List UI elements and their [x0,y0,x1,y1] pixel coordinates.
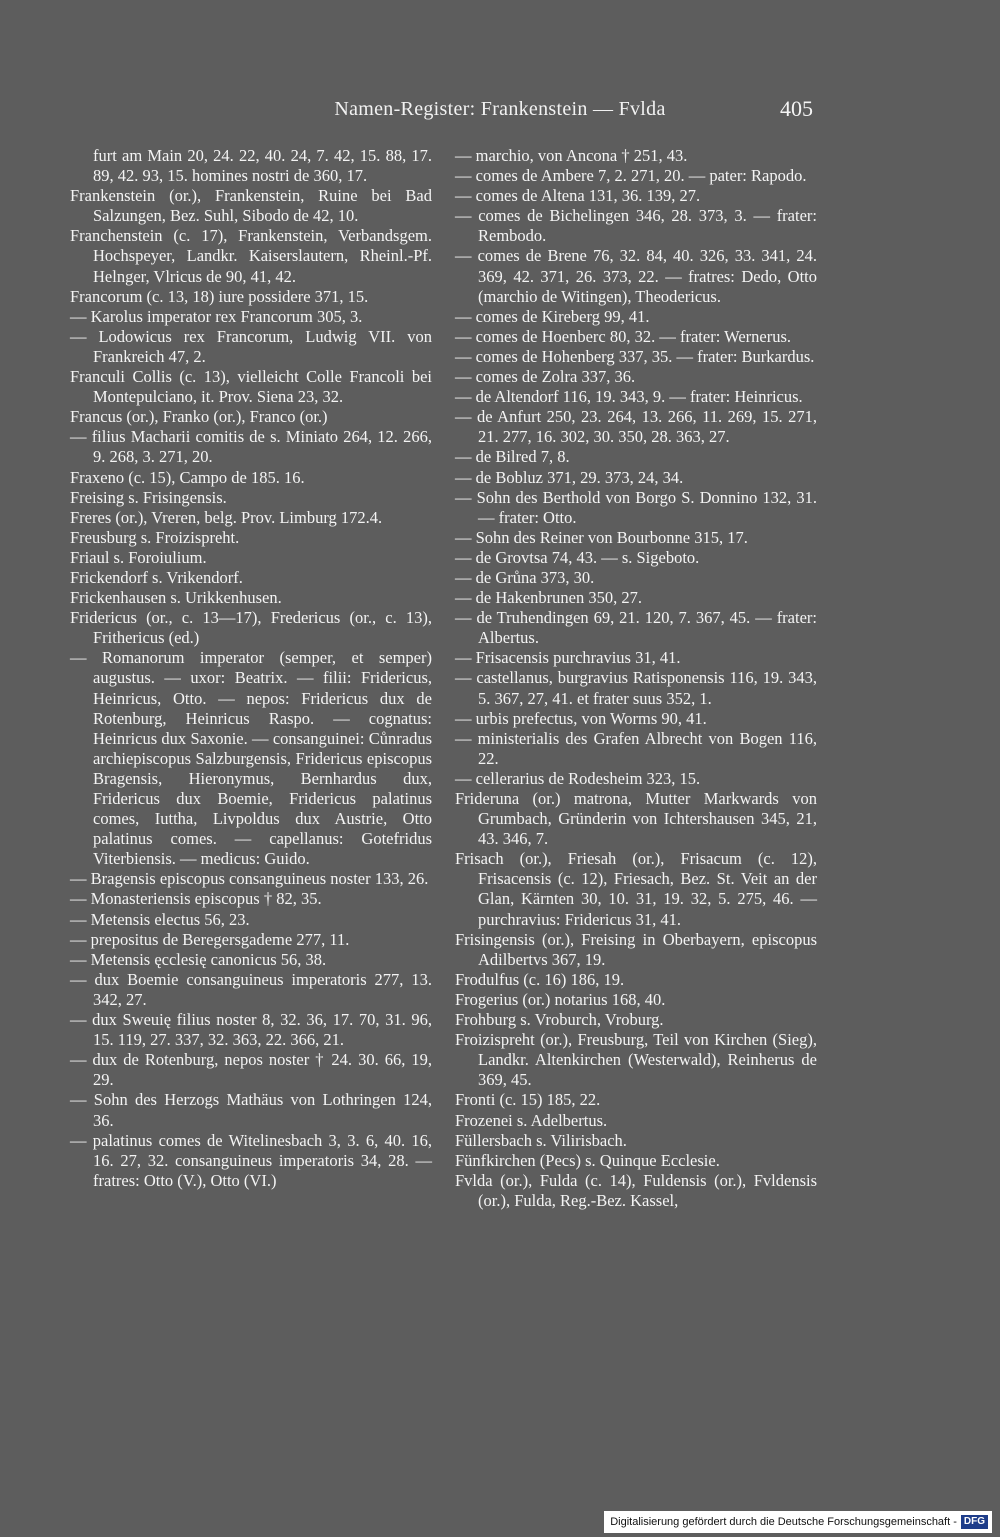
index-entry: Francorum (c. 13, 18) iure possidere 371, 15. [70,286,369,306]
index-entry: — de Altendorf 116, 19. 343, 9. — frater: Heinricus. [455,387,803,407]
index-entry: — Karolus imperator rex Francorum 305, 3. [70,306,363,326]
index-entry: — Metensis electus 56, 23. [70,909,250,929]
index-entry: — prepositus de Beregersgademe 277, 11. [70,929,350,949]
index-entry: Freusburg s. Froizispreht. [70,527,240,547]
index-entry: Fronti (c. 15) 185, 22. [455,1090,601,1110]
index-entry: Frodulfus (c. 16) 186, 19. [455,969,625,989]
index-entry: Freres (or.), Vreren, belg. Prov. Limburg 172.4. [70,507,383,527]
index-entry: Frideruna (or.) matrona, Mutter Markwards von Grumbach, Gründerin von Ichtershausen 345, 21, 43. 346, 7. [455,789,817,849]
funding-footer[interactable] [604,1511,992,1533]
index-entry: — dux Sweuię filius noster 8, 32. 36, 17. 70, 31. 96, 15. 119, 27. 337, 32. 363, 22. 366, 21. [70,1010,432,1050]
index-entry: Frozenei s. Adelbertus. [455,1110,608,1130]
index-entry: — Monasteriensis episcopus † 82, 35. [70,889,322,909]
index-entry: furt am Main 20, 24. 22, 40. 24, 7. 42, 15. 88, 17. 89, 42. 93, 15. homines nostri de 360, 17. [93,146,432,186]
index-entry: Frisach (or.), Friesah (or.), Frisacum (c. 12), Frisacensis (c. 12), Friesach, Bez. St. Veit an der Glan, Kärnten 30, 10. 31, 19. 32, 5. 275, 46. — purchravius: Fridericus 31, 41. [455,849,817,929]
dfg-logo: DFG [961,1515,988,1529]
index-entry: — Frisacensis purchravius 31, 41. [455,648,681,668]
index-entry: — Metensis ęcclesię canonicus 56, 38. [70,949,327,969]
index-entry: — comes de Hoenberc 80, 32. — frater: Wernerus. [455,326,792,346]
index-entry: Fridericus (or., c. 13—17), Fredericus (or., c. 13), Frithericus (ed.) [70,608,432,648]
index-entry: Frickendorf s. Vrikendorf. [70,567,243,587]
index-entry: — dux Boemie consanguineus imperatoris 277, 13. 342, 27. [70,969,432,1009]
index-entry: — de Anfurt 250, 23. 264, 13. 266, 11. 269, 15. 271, 21. 277, 16. 302, 30. 350, 28. 363, 27. [455,407,817,447]
index-entry: — Bragensis episcopus consanguineus noster 133, 26. [70,869,429,889]
index-entry: — de Grovtsa 74, 43. — s. Sigeboto. [455,547,700,567]
page-number: 405 [780,96,813,121]
index-entry: — dux de Rotenburg, nepos noster † 24. 30. 66, 19, 29. [70,1050,432,1090]
index-entry: Franchenstein (c. 17), Frankenstein, Verbandsgem. Hochspeyer, Landkr. Kaiserslautern, Rheinl.-Pf. Helnger, Vlricus de 90, 41, 42. [70,226,432,286]
index-entry: Frankenstein (or.), Frankenstein, Ruine bei Bad Salzungen, Bez. Suhl, Sibodo de 42, 10. [70,186,432,226]
index-entry: — de Truhendingen 69, 21. 120, 7. 367, 45. — frater: Albertus. [455,608,817,648]
index-entry: Francus (or.), Franko (or.), Franco (or.) [70,407,328,427]
index-entry: Frisingensis (or.), Freising in Oberbayern, episcopus Adilbertvs 367, 19. [455,929,817,969]
index-entry: Fraxeno (c. 15), Campo de 185. 16. [70,467,305,487]
index-entry: — Romanorum imperator (semper, et semper) augustus. — uxor: Beatrix. — filii: Fridericus, Heinricus, Otto. — nepos: Fridericus dux de Rotenburg, Heinricus Raspo. — cognatus: Heinricus dux Saxonie. — consanguinei: Cůnradus archiepiscopus Salzburgensis, Fridericus episcopus Bragensis, Hieronymus, Bernhardus dux, Fridericus dux Boemie, Fridericus palatinus comes, Iuttha, Livpoldus dux Austrie, Otto palatinus comes. — capellanus: Gotefridus Viterbiensis. — medicus: Guido. [70,648,432,869]
index-entry: — comes de Zolra 337, 36. [455,367,636,387]
index-entry: Frogerius (or.) notarius 168, 40. [455,989,666,1009]
index-entry: — cellerarius de Rodesheim 323, 15. [455,768,701,788]
index-entry: Freising s. Frisingensis. [70,487,227,507]
index-entry: — comes de Brene 76, 32. 84, 40. 326, 33. 341, 24. 369, 42. 371, 26. 373, 22. — fratres: Dedo, Otto (marchio de Witingen), Theodericus. [455,246,817,306]
index-entry: — palatinus comes de Witelinesbach 3, 3. 6, 40. 16, 16. 27, 32. consanguineus imperatoris 34, 28. — fratres: Otto (V.), Otto (VI.) [70,1130,432,1190]
index-entry: — comes de Bichelingen 346, 28. 373, 3. — frater: Rembodo. [455,206,817,246]
index-entry: — de Bobluz 371, 29. 373, 24, 34. [455,467,684,487]
index-entry: — de Bilred 7, 8. [455,447,570,467]
running-header: Namen-Register: Frankenstein — Fvlda [334,98,666,120]
index-entry: — comes de Hohenberg 337, 35. — frater: Burkardus. [455,346,815,366]
funding-footer-text: Digitalisierung gefördert durch die Deutsche Forschungsgemeinschaft - [610,1516,957,1528]
index-entry: Frickenhausen s. Urikkenhusen. [70,588,282,608]
index-entry: Frohburg s. Vroburch, Vroburg. [455,1010,664,1030]
index-entry: — marchio, von Ancona † 251, 43. [455,146,688,165]
index-entry: — de Grůna 373, 30. [455,567,595,587]
index-entry: — comes de Altena 131, 36. 139, 27. [455,186,701,206]
right-column [455,146,817,1211]
index-entry: Fvlda (or.), Fulda (c. 14), Fuldensis (or.), Fvldensis (or.), Fulda, Reg.-Bez. Kassel, [455,1170,817,1210]
index-entry: — de Hakenbrunen 350, 27. [455,588,642,608]
index-entry: Fünfkirchen (Pecs) s. Quinque Ecclesie. [455,1150,720,1170]
index-entry: — Lodowicus rex Francorum, Ludwig VII. von Frankreich 47, 2. [70,326,432,366]
index-entry: — Sohn des Berthold von Borgo S. Donnino 132, 31. — frater: Otto. [455,487,817,527]
index-entry: — castellanus, burgravius Ratisponensis 116, 19. 343, 5. 367, 27, 41. et frater suus 352, 1. [455,668,817,708]
index-entry: Froizispreht (or.), Freusburg, Teil von Kirchen (Sieg), Landkr. Altenkirchen (Westerwald), Reinherus de 369, 45. [455,1030,817,1090]
index-entry: — comes de Kireberg 99, 41. [455,306,650,326]
left-column [70,146,432,1191]
index-entry: — filius Macharii comitis de s. Miniato 264, 12. 266, 9. 268, 3. 271, 20. [70,427,432,467]
index-entry: Füllersbach s. Vilirisbach. [455,1130,627,1150]
index-entry: Franculi Collis (c. 13), vielleicht Colle Francoli bei Montepulciano, it. Prov. Siena 23, 32. [70,367,432,407]
index-entry: Friaul s. Foroiulium. [70,547,207,567]
index-entry: — comes de Ambere 7, 2. 271, 20. — pater: Rapodo. [455,166,807,186]
index-entry: — urbis prefectus, von Worms 90, 41. [455,708,707,728]
index-entry: — Sohn des Herzogs Mathäus von Lothringen 124, 36. [70,1090,432,1130]
index-entry: — ministerialis des Grafen Albrecht von Bogen 116, 22. [455,728,817,768]
index-entry: — Sohn des Reiner von Bourbonne 315, 17. [455,527,748,547]
